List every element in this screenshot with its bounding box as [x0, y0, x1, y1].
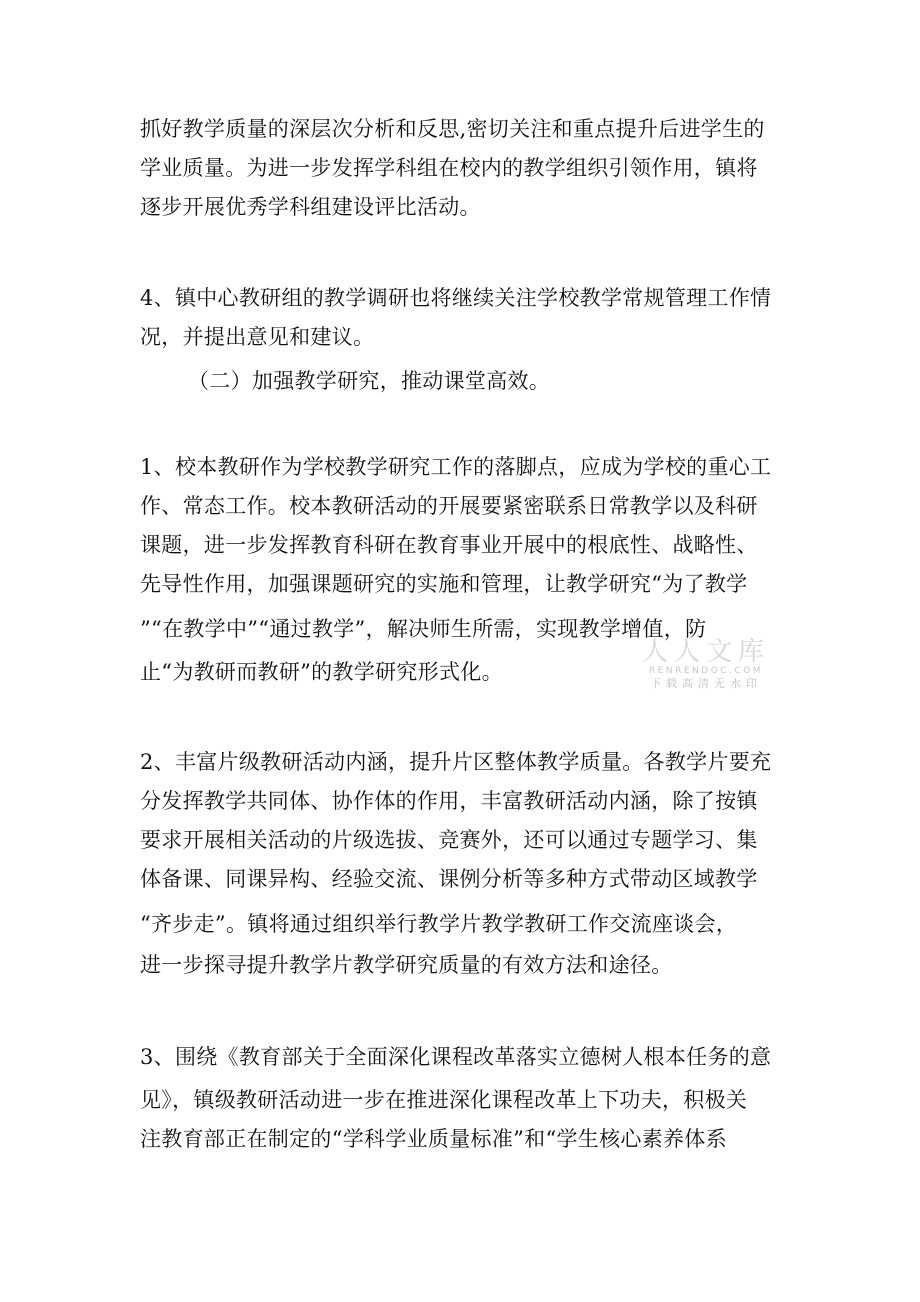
- paragraph-3-line-3: 课题，进一步发挥教育科研在教育事业开展中的根底性、战略性、: [140, 533, 758, 557]
- paragraph-4-line-4: 体备课、同课异构、经验交流、课例分析等多种方式带动区域教学: [140, 867, 758, 891]
- paragraph-4-line-1: 2、丰富片级教研活动内涵，提升片区整体教学质量。各教学片要充: [140, 750, 772, 774]
- paragraph-2-line-1: 4、镇中心教研组的教学调研也将继续关注学校教学常规管理工作情: [140, 286, 772, 310]
- paragraph-3-line-1: 1、校本教研作为学校教学研究工作的落脚点，应成为学校的重心工: [140, 455, 772, 479]
- paragraph-1-line-3: 逐步开展优秀学科组建设评比活动。: [140, 195, 481, 219]
- paragraph-2-line-2: 况，并提出意见和建议。: [140, 325, 375, 349]
- watermark: [636, 638, 776, 691]
- section-heading: （二）加强教学研究，推动课堂高效。: [188, 369, 551, 393]
- paragraph-4-line-5: “齐步走”。镇将通过组织举行教学片教学教研工作交流座谈会，: [140, 912, 738, 936]
- paragraph-4-line-6: 进一步探寻提升教学片教学研究质量的有效方法和途径。: [140, 953, 673, 977]
- paragraph-1-line-2: 学业质量。为进一步发挥学科组在校内的教学组织引领作用，镇将: [140, 156, 758, 180]
- paragraph-5-line-1: 3、围绕《教育部关于全面深化课程改革落实立德树人根本任务的意: [140, 1045, 772, 1069]
- paragraph-1-line-1: 抓好教学质量的深层次分析和反思,密切关注和重点提升后进学生的: [140, 117, 765, 141]
- watermark-tagline: 下载高清无水印: [650, 677, 762, 690]
- paragraph-3-line-5: ”“在教学中”“通过教学”，解决师生所需，实现教学增值，防: [140, 617, 707, 641]
- paragraph-4-line-3: 要求开展相关活动的片级选拔、竞赛外，还可以通过专题学习、集: [140, 828, 758, 852]
- paragraph-3-line-6: 止“为教研而教研”的教学研究形式化。: [140, 660, 503, 684]
- watermark-logo: 人人文库: [641, 637, 770, 667]
- paragraph-5-line-3: 注教育部正在制定的“学科学业质量标准”和“学生核心素养体系: [140, 1127, 727, 1151]
- paragraph-4-line-2: 分发挥教学共同体、协作体的作用，丰富教研活动内涵，除了按镇: [140, 789, 758, 813]
- paragraph-3-line-4: 先导性作用，加强课题研究的实施和管理，让教学研究“为了教学: [140, 572, 748, 596]
- paragraph-3-line-2: 作、常态工作。校本教研活动的开展要紧密联系日常教学以及科研: [140, 494, 758, 518]
- watermark-domain: RENRENDOC.COM: [648, 666, 764, 676]
- paragraph-5-line-2: 见》，镇级教研活动进一步在推进深化课程改革上下功夫，积极关: [140, 1088, 748, 1112]
